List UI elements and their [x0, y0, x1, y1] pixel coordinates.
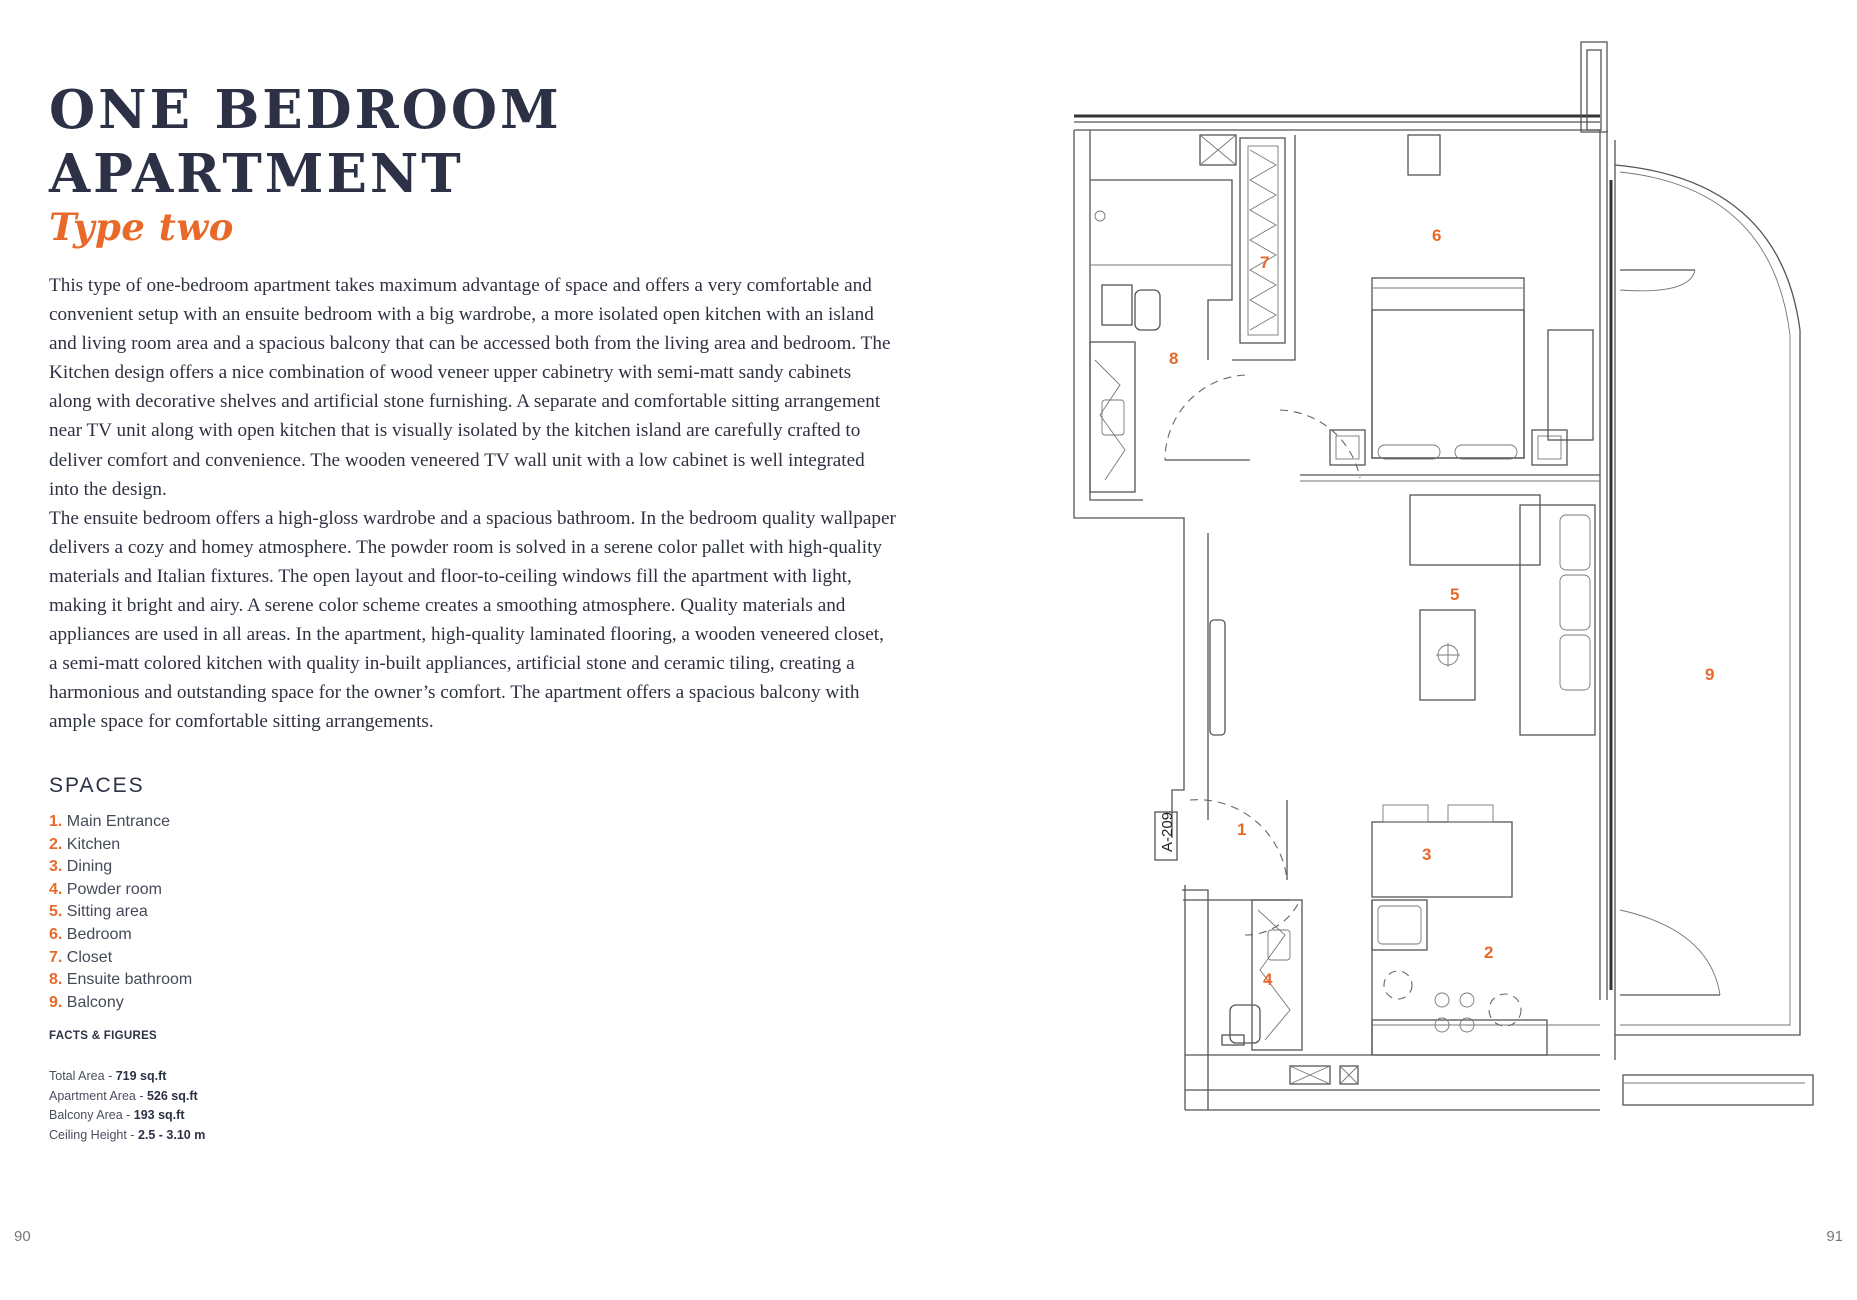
fact-row	[49, 1067, 205, 1087]
fact-row	[49, 1106, 205, 1126]
space-number: 2.	[49, 835, 63, 853]
living-furniture	[1210, 495, 1595, 735]
unit-tag	[1155, 812, 1177, 860]
closet	[1232, 135, 1440, 360]
fact-label: Apartment Area -	[49, 1088, 147, 1103]
fact-value: 193 sq.ft	[133, 1108, 185, 1122]
list-item	[49, 901, 192, 924]
list-item	[49, 947, 192, 970]
title-line-1: ONE BEDROOM	[49, 79, 562, 141]
kitchen-dining	[1372, 805, 1600, 1055]
room-label-dining: 3	[1422, 845, 1432, 864]
list-item	[49, 811, 192, 834]
space-label: Bedroom	[66, 925, 132, 943]
room-label-bedroom: 6	[1432, 226, 1442, 245]
fact-label: Balcony Area -	[49, 1108, 134, 1122]
description-paragraph-2: The ensuite bedroom offers a high-gloss wardrobe and a spacious bathroom. In the bedroom quality wallpaper delivers a cozy and homey atmosphere. The powder room is solved in a serene color pallet with high-quality materials and Italian fixtures. The open layout and floor-to-ceiling windows fill the apartment with light, making it bright and airy. A serene color scheme creates a smoothing atmosphere. Quality materials and appliances are used in all areas. In the apartment, high-quality laminated flooring, a wooden veneered closet, a semi-matt colored kitchen with quality in-built appliances, artificial stone and ceramic tiling, creating a harmonious and outstanding space for the owner’s comfort. The apartment offers a spacious balcony with ample space for comfortable sitting arrangements.	[49, 507, 896, 733]
list-item	[49, 924, 192, 947]
list-item	[49, 969, 192, 992]
room-labels	[1169, 226, 1714, 989]
list-item	[49, 834, 192, 857]
facts-list	[49, 1067, 205, 1145]
room-label-balcony: 9	[1705, 665, 1715, 684]
page-number-left: 90	[14, 1228, 31, 1245]
facts-heading: FACTS & FIGURES	[49, 1030, 158, 1042]
room-label-ensuite-bathroom: 8	[1169, 349, 1179, 368]
page-title	[49, 78, 562, 206]
title-line-2: APARTMENT	[49, 143, 464, 205]
space-number: 9.	[49, 993, 63, 1011]
room-label-kitchen: 2	[1484, 943, 1494, 962]
space-label: Closet	[66, 948, 113, 966]
ensuite-bathroom	[1090, 135, 1236, 492]
fact-label: Ceiling Height -	[49, 1127, 138, 1142]
spaces-list	[49, 811, 192, 1014]
space-number: 4.	[49, 880, 63, 898]
space-number: 1.	[49, 813, 63, 830]
space-label: Main Entrance	[66, 813, 170, 830]
room-label-powder-room: 4	[1263, 970, 1273, 989]
space-number: 5.	[49, 903, 63, 921]
space-label: Ensuite bathroom	[66, 971, 193, 989]
list-item	[49, 856, 192, 879]
fact-row	[49, 1087, 205, 1107]
balcony-outline	[1615, 165, 1813, 1105]
space-number: 3.	[49, 858, 63, 876]
fact-value: 526 sq.ft	[146, 1088, 198, 1103]
list-item	[49, 992, 192, 1015]
description-paragraph-1: This type of one-bedroom apartment takes maximum advantage of space and offers a very comfortable and convenient setup with an ensuite bedroom with a big wardrobe, a more isolated open kitchen with an island and living room area and a spacious balcony that can be accessed both from the living area and bedroom. The Kitchen design offers a nice combination of wood veneer upper cabinetry with semi-matt sandy cabinets along with decorative shelves and artificial stone furnishing. A separate and comfortable sitting arrangement near TV unit along with open kitchen that is visually isolated by the kitchen island are carefully crafted to deliver comfort and convenience. The wooden veneered TV wall unit with a low cabinet is well integrated into the design.	[49, 275, 891, 500]
spaces-heading: SPACES	[49, 774, 145, 797]
space-number: 7.	[49, 948, 63, 966]
list-item	[49, 879, 192, 902]
space-label: Sitting area	[66, 903, 148, 921]
space-number: 6.	[49, 925, 63, 943]
fact-value: 2.5 - 3.10 m	[137, 1127, 206, 1142]
room-label-sitting-area: 5	[1450, 585, 1460, 604]
exterior-walls	[1074, 42, 1615, 1110]
bedroom-furniture	[1300, 278, 1600, 481]
space-number: 8.	[49, 971, 63, 989]
fact-row	[49, 1126, 205, 1146]
fact-value: 719 sq.ft	[115, 1069, 167, 1083]
space-label: Dining	[66, 858, 113, 876]
powder-room	[1222, 900, 1302, 1050]
space-label: Powder room	[66, 880, 162, 898]
subtitle: Type two	[49, 205, 234, 249]
floor-plan	[1060, 30, 1820, 1120]
doors	[1165, 270, 1720, 995]
unit-code: A-209	[1159, 811, 1176, 852]
fact-label: Total Area -	[49, 1069, 116, 1083]
space-label: Kitchen	[66, 835, 121, 853]
space-label: Balcony	[66, 993, 124, 1011]
page-number-right: 91	[1826, 1228, 1843, 1245]
description	[49, 271, 897, 737]
room-label-closet: 7	[1260, 253, 1270, 272]
room-label-main-entrance: 1	[1237, 820, 1247, 839]
